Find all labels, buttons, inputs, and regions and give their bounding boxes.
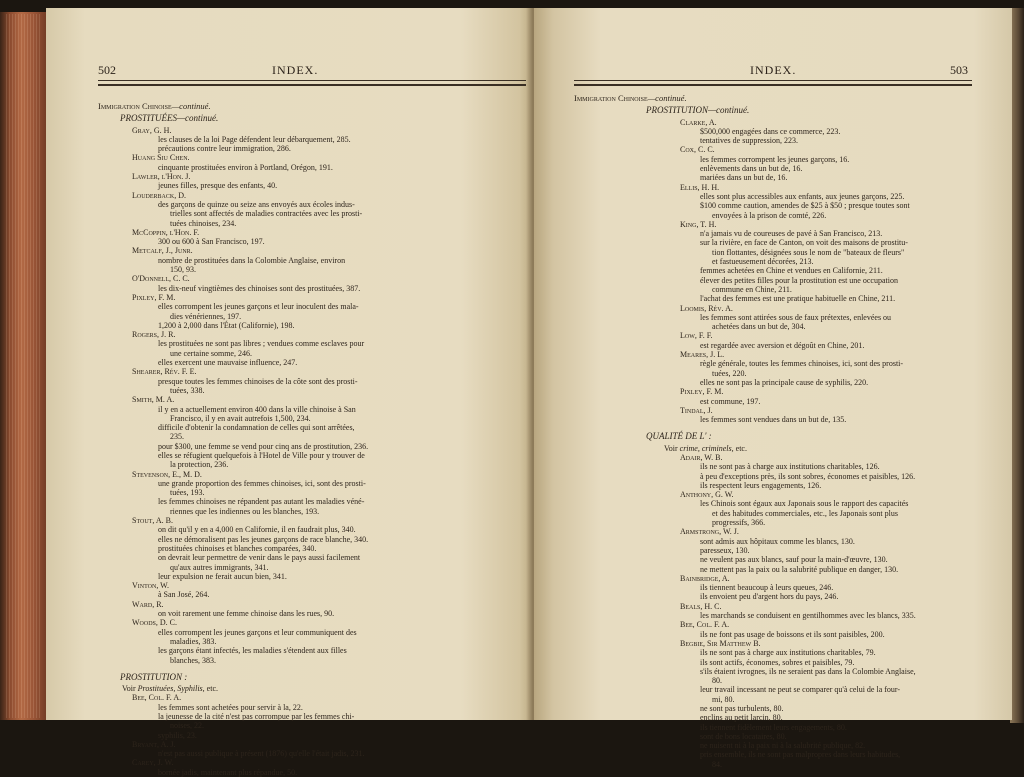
index-entry-line: leur travail incessant ne peut se comparer qu'à celui de la four-: [700, 685, 901, 695]
index-entry-name: Bee, Col. F. A.: [132, 693, 182, 703]
index-entry-line: 1,200 à 2,000 dans l'État (Californie), 198.: [158, 320, 295, 330]
index-entry-line: ils ne sont pas à charge aux institutions charitables, 79.: [700, 648, 876, 658]
index-entry-name: Ellis, H. H.: [680, 182, 720, 192]
index-entry-name: Stout, A. B.: [132, 516, 174, 526]
left-page-header: INDEX.: [272, 63, 319, 77]
right-see-also: Voir crime, criminels, etc.: [664, 443, 747, 453]
index-entry-line: les clauses de la loi Page défendent leur débarquement, 285.: [158, 134, 351, 144]
index-entry-line: cinquante prostituées environ à Portland, Orégon, 191.: [158, 162, 333, 172]
index-entry-name: Bainbridge, A.: [680, 573, 730, 583]
index-entry-name: Smith, M. A.: [132, 395, 175, 405]
index-entry-line: 150, 93.: [170, 265, 196, 275]
index-entry-line: Francisco, il y en avait autrefois 1,500, 234.: [170, 413, 311, 423]
index-entry-line: $100 comme caution, amendes de $25 à $50 ; presque toutes sont: [700, 201, 910, 211]
index-entry-name: Rogers, J. R.: [132, 330, 176, 340]
index-entry-line: 235.: [170, 432, 184, 442]
index-entry-name: Clarke, A.: [680, 117, 717, 127]
index-entry-line: des garçons de quinze ou seize ans envoyés aux écoles indus-: [158, 199, 355, 209]
index-entry-name: King, T. H.: [680, 219, 717, 229]
index-entry-line: et fastueusement décorées, 213.: [712, 257, 814, 267]
index-entry-line: commune en Chine, 211.: [712, 284, 792, 294]
index-entry-line: est regardée avec aversion et dégoût en Chine, 201.: [700, 340, 865, 350]
index-entry-line: tuées, 220.: [712, 368, 747, 378]
right-entries: [574, 118, 994, 425]
index-entry-line: riennes que les indiennes ou les blanches, 193.: [170, 506, 320, 516]
index-entry-line: sur la rivière, en face de Canton, on voit des maisons de prostitu-: [700, 238, 908, 248]
index-entry-name: Bryant, A. J.: [132, 739, 176, 749]
index-entry-line: n'est pas aussi publique à présent (1876) qu'elle l'était jadis, 231.: [158, 749, 365, 759]
left-entries-2: [98, 693, 530, 777]
index-entry-line: jeunes filles, presque des enfants, 40.: [158, 181, 278, 191]
index-entry-line: ils respectent leurs engagements, 126.: [700, 480, 822, 490]
index-entry-line: les Chinois sont égaux aux Japonais sous le rapport des capacités: [700, 499, 909, 509]
index-entry-line: syphilis, 23.: [158, 730, 197, 740]
index-entry-name: McCoppin, l'Hon. F.: [132, 227, 200, 237]
index-entry-name: Armstrong, W. J.: [680, 527, 739, 537]
index-entry-line: elles ne démoralisent pas les jeunes garçons de race blanche, 340.: [158, 534, 369, 544]
right-header-rule: [574, 80, 972, 81]
index-entry-line: les femmes sont attirées sous de faux prétextes, enlevées ou: [700, 312, 892, 322]
right-page-number: 503: [950, 63, 968, 77]
index-entry-line: enlèvements dans un but de, 16.: [700, 164, 803, 174]
index-entry-name: Shearer, Rév. F. E.: [132, 367, 197, 377]
index-entry-name: Stevenson, E., M. D.: [132, 469, 202, 479]
index-entry-line: tion flottantes, désignées sous le nom de "bateaux de fleurs": [712, 247, 905, 257]
index-entry-line: 84.: [712, 759, 722, 769]
left-subheading: PROSTITUÉES—continué.: [120, 113, 219, 124]
index-entry-line: mariées dans un but de, 16.: [700, 173, 788, 183]
index-entry-line: femmes achetées en Chine et vendues en Californie, 211.: [700, 266, 883, 276]
index-entry-line: la protection, 236.: [170, 460, 229, 470]
index-entry-name: Carey, J. W.: [132, 758, 174, 768]
index-entry-line: on voit rarement une femme chinoise dans les rues, 90.: [158, 609, 335, 619]
index-entry-name: Ward, R.: [132, 599, 164, 609]
index-entry-line: s'ils étaient ivrognes, ils ne seraient pas dans la Colombie Anglaise,: [700, 666, 916, 676]
index-entry-line: pour $300, une femme se vend pour cinq ans de prostitution, 236.: [158, 441, 369, 451]
index-entry-line: pris ensemble, ils ne sont pas malpropres dans leurs habitudes,: [700, 750, 901, 760]
index-entry-line: prostituées chinoises et blanches comparées, 340.: [158, 543, 317, 553]
left-section-title: PROSTITUTION :: [120, 671, 188, 682]
index-entry-line: à San José, 264.: [158, 590, 210, 600]
index-entry-line: tentatives de suppression, 223.: [700, 136, 798, 146]
right-section-title: QUALITÉ DE L' :: [646, 431, 712, 442]
index-entry-line: ils ne font pas usage de boissons et ils sont paisibles, 200.: [700, 629, 885, 639]
index-entry-line: sont admis aux hôpitaux comme les blancs, 130.: [700, 536, 855, 546]
index-entry-name: Lawler, l'Hon. J.: [132, 172, 191, 182]
left-header-rule-double: [98, 84, 526, 86]
index-entry-line: règle générale, toutes les femmes chinoises, ici, sont des prosti-: [700, 359, 904, 369]
index-entry-line: dies vénériennes, 197.: [170, 311, 242, 321]
index-entry-line: tuées, 338.: [170, 385, 205, 395]
index-entry-line: précautions contre leur immigration, 286.: [158, 144, 291, 154]
index-entry-line: ne sont pas turbulents, 80.: [700, 704, 784, 713]
right-entries-2: [574, 453, 994, 769]
index-entry-line: et des habitudes commerciales, etc., les Japonais sont plus: [712, 508, 898, 518]
index-entry-name: Tindal, J.: [680, 405, 713, 415]
index-entry-line: 300 ou 600 à San Francisco, 197.: [158, 237, 265, 247]
index-entry-line: ils envoient peu d'argent hors du pays, 246.: [700, 592, 839, 602]
index-entry-name: Meares, J. L.: [680, 350, 725, 360]
index-entry-line: elles corrompent les jeunes garçons et leur inoculent des mala-: [158, 302, 359, 312]
index-entry-line: ne nuisent ni à la paix ni à la salubrité publique, 82.: [700, 741, 866, 751]
index-entry-line: elles sont plus accessibles aux enfants, aux jeunes garçons, 225.: [700, 191, 905, 201]
right-page: [534, 8, 1012, 769]
index-entry-line: progressifs, 366.: [712, 518, 766, 528]
index-entry-name: Huang Siu Chen.: [132, 153, 190, 163]
index-entry-line: les femmes sont achetées pour servir à la, 22.: [158, 702, 303, 712]
index-entry-name: Woods, D. C.: [132, 618, 177, 628]
right-page-header: INDEX.: [750, 63, 797, 77]
index-entry-line: élever des petites filles pour la prostitution est une occupation: [700, 275, 898, 285]
index-entry-line: les femmes sont vendues dans un but de, 135.: [700, 415, 847, 425]
index-entry-line: une certaine somme, 246.: [170, 348, 252, 358]
left-page: [46, 8, 534, 777]
index-entry-line: envoyées à la prison de comté, 226.: [712, 210, 827, 220]
index-entry-line: n'a jamais vu de coureuses de pavé à San Francisco, 213.: [700, 229, 883, 239]
index-entry-name: Cox, C. C.: [680, 145, 715, 155]
page-edges-right: [1010, 8, 1024, 723]
index-entry-line: presque toutes les femmes chinoises de la côte sont des prosti-: [158, 376, 358, 386]
index-entry-line: qu'aux autres immigrants, 341.: [170, 562, 269, 572]
index-entry-line: elles ne sont pas la principale cause de syphilis, 220.: [700, 377, 869, 387]
page-edge-lines: [6, 14, 42, 718]
index-entry-name: Low, F. F.: [680, 331, 713, 341]
index-entry-line: maladies, 383.: [170, 636, 217, 646]
index-entry-line: nombre de prostituées dans la Colombie Anglaise, environ: [158, 255, 346, 265]
index-entry-line: ils tiennent beaucoup à leurs queues, 246.: [700, 583, 834, 593]
index-entry-line: est commune, 197.: [700, 396, 761, 406]
index-entry-line: à peu d'exceptions près, ils sont sobres, économes et paisibles, 126.: [700, 471, 916, 481]
index-entry-line: leur expulsion ne ferait aucun bien, 341.: [158, 571, 287, 581]
index-entry-line: paresseux, 130.: [700, 545, 750, 555]
index-entry-line: les femmes corrompent les jeunes garçons, 16.: [700, 154, 850, 164]
index-entry-line: enclins au petit larcin, 80.: [700, 713, 783, 723]
index-entry-line: trielles sont affectés de maladies contractées avec les prosti-: [170, 209, 363, 219]
index-entry-line: il y en a actuellement environ 400 dans la ville chinoise à San: [158, 404, 356, 414]
index-entry-name: Adair, W. B.: [680, 452, 723, 462]
index-entry-line: elles exercent une mauvaise influence, 247.: [158, 358, 298, 368]
index-entry-line: on dit qu'il y en a 4,000 en Californie, il en faudrait plus, 340.: [158, 525, 356, 535]
index-entry-line: ils tiennent fidèlement leurs engagements, 80.: [700, 722, 847, 732]
index-entry-line: une grande proportion des femmes chinoises, ici, sont des prosti-: [158, 478, 366, 488]
index-entry-line: blanches, 383.: [170, 655, 216, 665]
index-entry-line: tuées, 193.: [170, 488, 205, 498]
index-entry-line: les dix-neuf vingtièmes des chinoises sont des prostituées, 387.: [158, 283, 361, 293]
left-header-rule: [98, 80, 526, 81]
index-entry-line: achetées dans un but de, 304.: [712, 322, 806, 332]
index-entry-line: difficile d'obtenir la condamnation de celles qui sont arrêtées,: [158, 423, 355, 433]
index-entry-line: $500,000 engagées dans ce commerce, 223.: [700, 126, 841, 136]
right-index-column: [574, 94, 994, 769]
index-entry-line: bornée jadis, maintenant plus répandue, 50.: [158, 767, 298, 777]
index-entry-line: elles corrompent les jeunes garçons et leur communiquent des: [158, 627, 357, 637]
index-entry-line: 80.: [712, 676, 722, 686]
index-entry-name: Louderback, D.: [132, 190, 186, 200]
index-entry-line: elles se réfugient quelquefois à l'Hotel de Ville pour y trouver de: [158, 450, 365, 460]
index-entry-line: ils sont actifs, économes, sobres et paisibles, 79.: [700, 657, 855, 667]
index-entry-line: ne mettent pas la paix ou la salubrité publique en danger, 130.: [700, 564, 899, 574]
index-entry-name: Bee, Col. F. A.: [680, 620, 730, 630]
index-entry-name: Metcalf, J., Junr.: [132, 246, 193, 256]
index-entry-line: les marchands se conduisent en gentilhommes avec les blancs, 335.: [700, 611, 916, 621]
index-entry-line: la jeunesse de la cité n'est pas corrompue par les femmes chi-: [158, 712, 355, 721]
index-entry-line: l'achat des femmes est une pratique habituelle en Chine, 211.: [700, 294, 896, 304]
left-page-number: 502: [98, 63, 116, 77]
left-heading: Immigration Chinoise—continué.: [98, 101, 211, 111]
left-see-also: Voir Prostituées, Syphilis, etc.: [122, 684, 218, 694]
index-entry-line: les garçons étant infectés, les maladies s'étendent aux filles: [158, 646, 347, 656]
left-index-column: [98, 102, 530, 777]
right-heading: Immigration Chinoise—continué.: [574, 93, 687, 103]
index-entry-name: Beals, H. C.: [680, 601, 722, 611]
left-entries: [98, 126, 530, 665]
index-entry-line: ne veulent pas aux blancs, sauf pour la main-d'œuvre, 130.: [700, 555, 888, 565]
index-entry-line: ils ne sont pas à charge aux institutions charitables, 126.: [700, 462, 880, 472]
index-entry-line: les prostituées ne sont pas libres ; vendues comme esclaves pour: [158, 339, 365, 349]
index-entry-name: Pixley, F. M.: [680, 387, 724, 397]
index-entry-line: mi, 80.: [712, 694, 735, 704]
right-subheading: PROSTITUTION—continué.: [646, 105, 750, 116]
index-entry-name: Vinton, W.: [132, 581, 170, 591]
index-entry-line: noises, 22.: [170, 721, 204, 731]
right-header-rule-double: [574, 84, 972, 86]
index-entry-line: les femmes chinoises ne répandent pas autant les maladies véné-: [158, 497, 365, 507]
index-entry-name: Gray, G. H.: [132, 125, 172, 135]
index-entry-name: Begbie, Sir Matthew B.: [680, 638, 761, 648]
index-entry-name: O'Donnell, C. C.: [132, 274, 190, 284]
index-entry-name: Anthony, G. W.: [680, 490, 734, 500]
index-entry-line: on devrait leur permettre de venir dans le pays aussi facilement: [158, 553, 361, 563]
index-entry-name: Pixley, F. M.: [132, 292, 176, 302]
index-entry-line: tuées chinoises, 234.: [170, 218, 237, 228]
index-entry-name: Loomis, Rév. A.: [680, 303, 733, 313]
index-entry-line: sont de bons locataires, 80.: [700, 731, 787, 741]
